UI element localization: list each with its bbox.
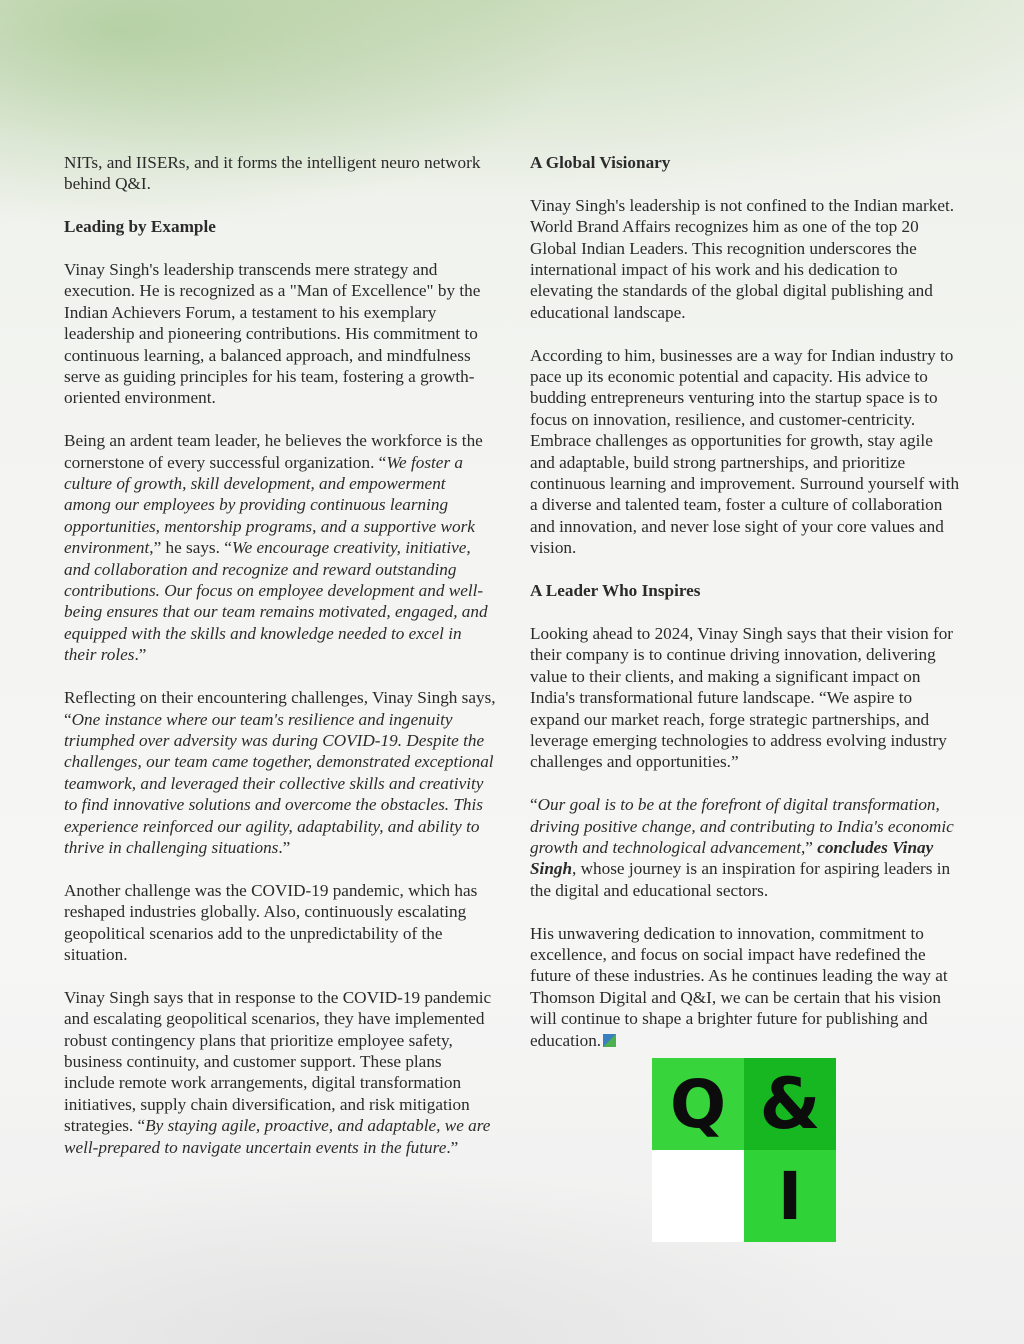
paragraph-global-leader: Vinay Singh's leadership is not confined to the Indian market. World Brand Affairs recognizes him as one of the top 20 Global Indian Leaders. This recognition underscores the international impact of his work and his dedication to elevating the standards of the global digital publishing and educational landscape. xyxy=(530,195,955,322)
paragraph-entrepreneur-advice: According to him, businesses are a way for Indian industry to pace up its economic potential and capacity. His advice to budding entrepreneurs venturing into the startup space is to focus on innovation, resilience, and customer-centricity. Embrace challenges as opportunities for growth, stay agile and adaptable, build strong partnerships, and prioritize continuous learning and improvement. Surround yourself with a diverse and talented team, foster a culture of collaboration and innovation, and never lose sight of your core values and vision. xyxy=(530,345,960,558)
paragraph-vision-2024: Looking ahead to 2024, Vinay Singh says that their vision for their company is to continue driving innovation, delivering value to their clients, and making a significant impact on India's transformational future landscape. “We aspire to expand our market reach, forge strategic partnerships, and leverage emerging technologies to address evolving industry challenges and opportunities.” xyxy=(530,623,954,772)
quote-covid-resilience: One instance where our team's resilience and ingenuity triumphed over adversity was during COVID-19. Despite the challenges, our team came together, demonstrated exceptional teamwork, and leveraged their collective skills and creativity to find innovative solutions and overcome the obstacles. This experience reinforced our agility, adaptability, and ability to thrive in challenging situations xyxy=(64,709,494,857)
logo-letter-q: Q xyxy=(652,1058,744,1150)
logo-letter-i: I xyxy=(744,1150,836,1242)
right-column xyxy=(530,152,960,1072)
qi-logo xyxy=(652,1058,836,1242)
quote-digital-transformation: Our goal is to be at the forefront of digital transformation, driving positive change, and contributing to India's economic growth and technological advancement xyxy=(530,795,954,857)
quote-staying-agile: By staying agile, proactive, and adaptable, we are well-prepared to navigate uncertain events in the future xyxy=(64,1116,491,1157)
paragraph-contingency-plans: Vinay Singh says that in response to the COVID-19 pandemic and escalating geopolitical scenarios, they have implemented robust contingency plans that prioritize employee safety, business continuity, and customer support. These plans include remote work arrangements, digital transformation initiatives, supply chain diversification, and risk mitigation strategies. “By staying agile, proactive, and adaptable, we are well-prepared to navigate uncertain events in the future.” xyxy=(64,987,492,1157)
end-mark-icon xyxy=(603,1034,616,1047)
heading-leader-who-inspires: A Leader Who Inspires xyxy=(530,581,701,601)
paragraph-challenges: Reflecting on their encountering challenges, Vinay Singh says, “One instance where our team's resilience and ingenuity triumphed over adversity was during COVID-19. Despite the challenges, our team came together, demonstrated exceptional teamwork, and leveraged their collective skills and creativity to find innovative solutions and overcome the obstacles. This experience reinforced our agility, adaptability, and ability to thrive in challenging situations.” xyxy=(64,688,496,857)
logo-blank-tile xyxy=(652,1150,744,1242)
quote-encourage-creativity: We encourage creativity, initiative, and collaboration and recognize and reward outstanding contributions. Our focus on employee development and well-being ensures that our team remains motivated, engaged, and equipped with the skills and knowledge needed to excel in their roles xyxy=(64,538,488,665)
heading-leading-by-example: Leading by Example xyxy=(64,217,216,237)
paragraph-leadership: Vinay Singh's leadership transcends mere strategy and execution. He is recognized as a "Man of Excellence" by the Indian Achievers Forum, a testament to his exemplary leadership and pioneering contributions. His commitment to continuous learning, a balanced approach, and mindfulness serve as guiding principles for his team, fostering a growth-oriented environment. xyxy=(64,260,481,408)
paragraph-team-leader: Being an ardent team leader, he believes the workforce is the cornerstone of every successful organization. “We foster a culture of growth, skill development, and empowerment among our employees by providing continuous learning opportunities, mentorship programs, and a supportive work environment,” he says. “We encourage creativity, initiative, and collaboration and recognize and reward outstanding contributions. Our focus on employee development and well-being ensures that our team remains motivated, engaged, and equipped with the skills and knowledge needed to excel in their roles.” xyxy=(64,431,488,665)
quote-foster-culture: We foster a culture of growth, skill development, and empowerment among our employees by providing continuous learning opportunities, mentorship programs, and a supportive work environment xyxy=(64,452,475,558)
paragraph-covid-challenge: Another challenge was the COVID-19 pandemic, which has reshaped industries globally. Also, continuously escalating geopolitical scenarios add to the unpredictability of the situation. xyxy=(64,880,478,964)
paragraph-conclusion-quote: “Our goal is to be at the forefront of digital transformation, driving positive change, and contributing to India's economic growth and technological advancement,” concludes Vinay Singh, whose journey is an inspiration for aspiring leaders in the digital and educational sectors. xyxy=(530,795,954,900)
left-column xyxy=(64,152,496,1179)
logo-ampersand: & xyxy=(744,1058,836,1150)
paragraph-intro-continued: NITs, and IISERs, and it forms the intelligent neuro network behind Q&I. xyxy=(64,153,481,194)
paragraph-closing: His unwavering dedication to innovation, commitment to excellence, and focus on social impact have redefined the future of these industries. As he continues leading the way at Thomson Digital and Q&I, we can be certain that his vision will continue to shape a brighter future for publishing and education. xyxy=(530,923,948,1050)
heading-global-visionary: A Global Visionary xyxy=(530,153,671,172)
concludes-vinay-singh: concludes Vinay Singh xyxy=(530,837,934,879)
